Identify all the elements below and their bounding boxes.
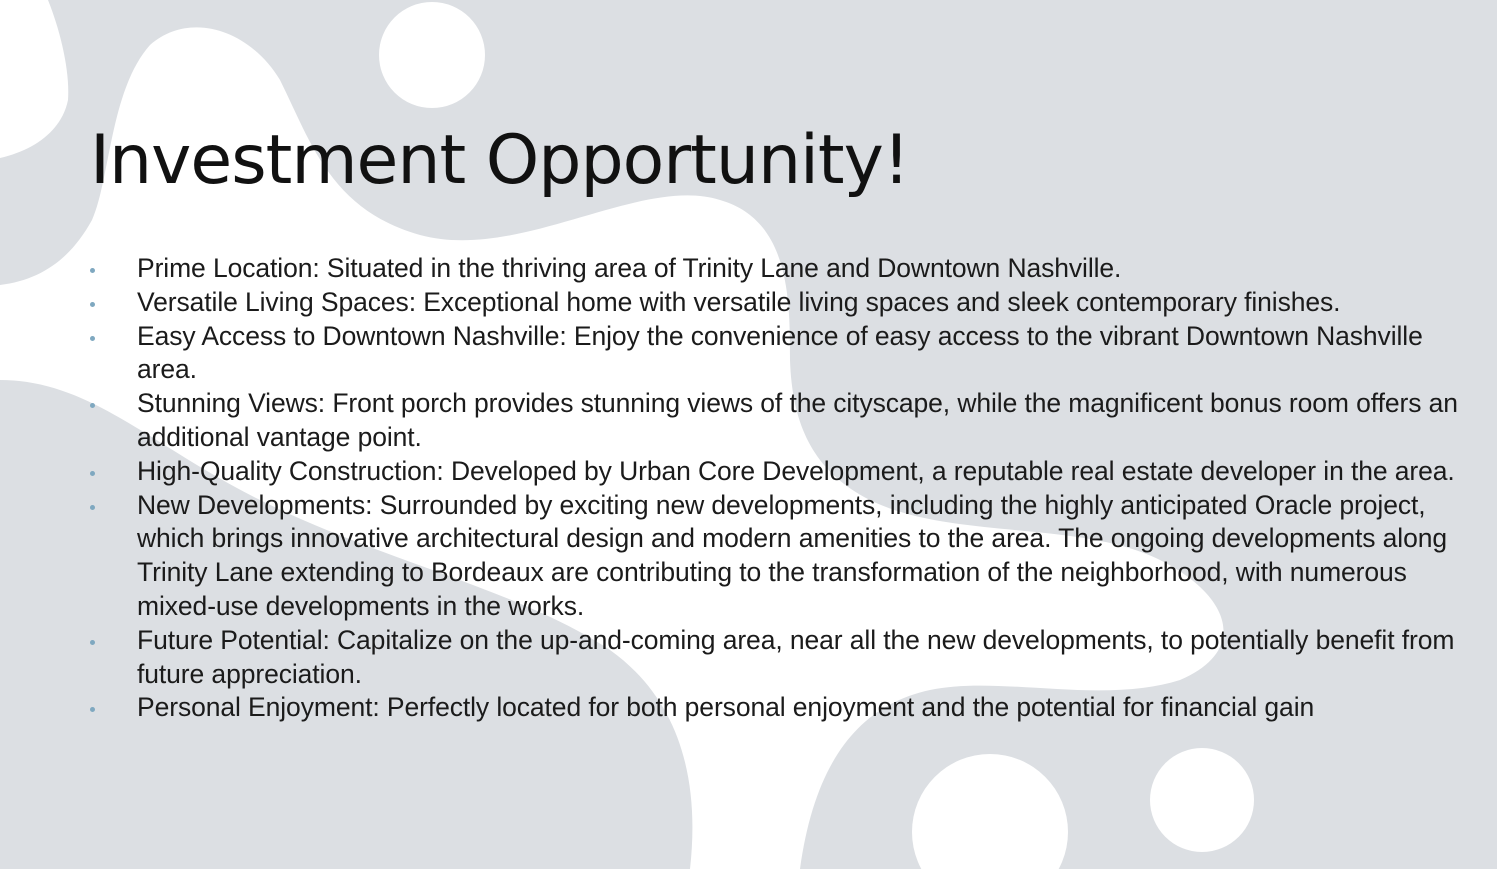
slide-title: Investment Opportunity! (90, 121, 910, 200)
bullet-text: Stunning Views: Front porch provides stunning views of the cityscape, while the magnificent bonus room offers an additional vantage point. (137, 388, 1458, 452)
bullet-text: Versatile Living Spaces: Exceptional home with versatile living spaces and sleek contemporary finishes. (137, 286, 1341, 317)
bullet-item-construction (88, 455, 1488, 489)
bullet-dot (90, 505, 95, 510)
bullet-item-personal-enjoyment (88, 691, 1488, 725)
background-circle-bottom-right (1150, 748, 1254, 852)
bullet-text: Personal Enjoyment: Perfectly located for both personal enjoyment and the potential for financial gain (137, 692, 1315, 723)
bullet-item-versatile-living (88, 286, 1488, 320)
bullet-item-new-developments (88, 489, 1488, 624)
bullet-text: New Developments: Surrounded by exciting new developments, including the highly anticipated Oracle project, which brings innovative architectural design and modern amenities to the area. The ongoing developments along Trinity Lane extending to Bordeaux are contributing to the transformation of the neighborhood, with numerous mixed-use developments in the works. (137, 489, 1448, 621)
bullet-dot (90, 336, 95, 341)
bullet-item-stunning-views (88, 387, 1488, 455)
background-circle-bottom-left (912, 754, 1068, 869)
bullet-dot (90, 268, 95, 273)
bullet-dot (90, 403, 95, 408)
bullet-list (88, 252, 1488, 725)
bullet-dot (90, 471, 95, 476)
bullet-dot (90, 302, 95, 307)
bullet-text: Future Potential: Capitalize on the up-and-coming area, near all the new developments, to potentially benefit from future appreciation. (137, 624, 1455, 689)
bullet-text: Prime Location: Situated in the thriving area of Trinity Lane and Downtown Nashville. (137, 253, 1122, 283)
bullet-text: High-Quality Construction: Developed by Urban Core Development, a reputable real estate developer in the area. (137, 455, 1455, 486)
bullet-item-easy-access (88, 320, 1488, 388)
bullet-item-future-potential (88, 624, 1488, 692)
bullet-dot (90, 640, 95, 645)
bullet-text: Easy Access to Downtown Nashville: Enjoy the convenience of easy access to the vibrant Downtown Nashville area. (137, 320, 1423, 385)
background-blob-top-left (0, 0, 68, 158)
bullet-item-prime-location (88, 252, 1488, 286)
background-circle-top (379, 2, 485, 108)
bullet-dot (90, 707, 95, 712)
